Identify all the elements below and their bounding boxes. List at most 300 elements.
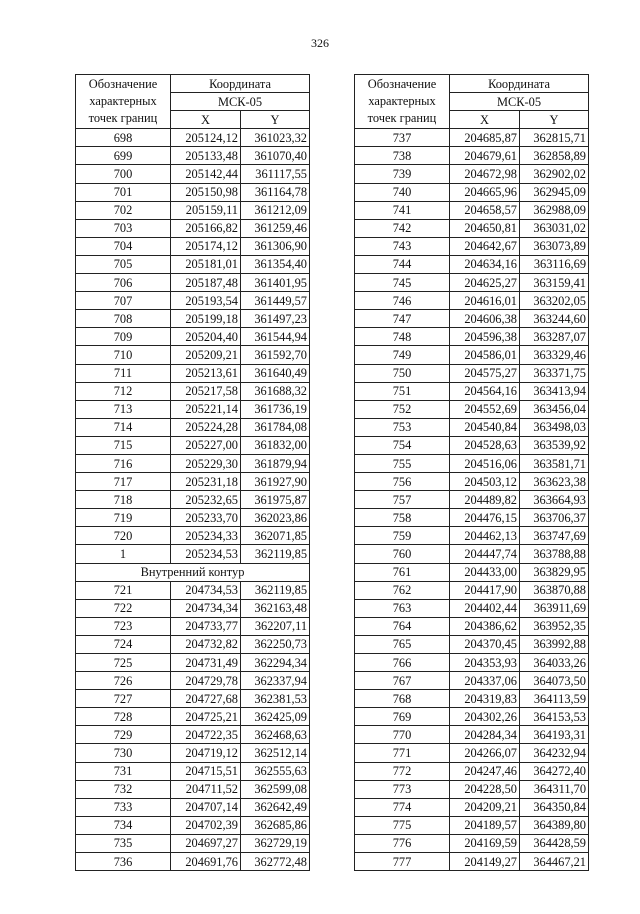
y-value: 362512,14 — [241, 744, 310, 762]
y-value: 363244,60 — [520, 310, 589, 328]
point-number: 717 — [76, 473, 171, 491]
x-value: 205199,18 — [171, 310, 241, 328]
x-value: 204715,51 — [171, 762, 241, 780]
y-value: 362207,11 — [241, 617, 310, 635]
y-value: 361449,57 — [241, 292, 310, 310]
inner-contour-heading: Внутренний контур — [76, 563, 310, 581]
x-value: 204685,87 — [450, 129, 520, 147]
table-row — [355, 762, 589, 780]
table-row — [76, 237, 310, 255]
point-number: 699 — [76, 147, 171, 165]
table-row — [355, 635, 589, 653]
x-value: 204266,07 — [450, 744, 520, 762]
x-value: 204284,34 — [450, 726, 520, 744]
y-value: 362772,48 — [241, 853, 310, 871]
table-row — [76, 491, 310, 509]
table-row — [355, 726, 589, 744]
table-row — [76, 509, 310, 527]
table-row — [355, 454, 589, 472]
y-value: 363747,69 — [520, 527, 589, 545]
point-number: 764 — [355, 617, 450, 635]
y-value: 362163,48 — [241, 599, 310, 617]
y-value: 363952,35 — [520, 617, 589, 635]
table-row — [355, 599, 589, 617]
x-value: 204719,12 — [171, 744, 241, 762]
point-number: 741 — [355, 201, 450, 219]
x-value: 204634,16 — [450, 255, 520, 273]
y-header: Y — [520, 111, 589, 129]
x-value: 204722,35 — [171, 726, 241, 744]
y-value: 363829,95 — [520, 563, 589, 581]
x-value: 204727,68 — [171, 690, 241, 708]
table-row — [76, 635, 310, 653]
y-value: 364113,59 — [520, 690, 589, 708]
point-number: 752 — [355, 400, 450, 418]
y-value: 363498,03 — [520, 418, 589, 436]
y-value: 363413,94 — [520, 382, 589, 400]
table-row — [76, 436, 310, 454]
y-value: 363031,02 — [520, 219, 589, 237]
table-row — [355, 310, 589, 328]
x-value: 204707,14 — [171, 798, 241, 816]
point-number: 720 — [76, 527, 171, 545]
x-value: 204586,01 — [450, 346, 520, 364]
y-value: 361306,90 — [241, 237, 310, 255]
y-value: 361117,55 — [241, 165, 310, 183]
table-row — [355, 400, 589, 418]
designation-header: Обозначение характерных точек границ — [76, 75, 171, 129]
x-value: 205209,21 — [171, 346, 241, 364]
y-value: 361640,49 — [241, 364, 310, 382]
y-value: 362945,09 — [520, 183, 589, 201]
table-row — [76, 581, 310, 599]
point-number: 733 — [76, 798, 171, 816]
y-value: 363623,38 — [520, 473, 589, 491]
table-row — [355, 563, 589, 581]
table-row — [355, 255, 589, 273]
x-value: 204447,74 — [450, 545, 520, 563]
table-row — [76, 780, 310, 798]
y-value: 364193,31 — [520, 726, 589, 744]
y-value: 361975,87 — [241, 491, 310, 509]
x-value: 204302,26 — [450, 708, 520, 726]
x-value: 204462,13 — [450, 527, 520, 545]
point-number: 763 — [355, 599, 450, 617]
table-row — [76, 346, 310, 364]
table-row — [355, 581, 589, 599]
point-number: 777 — [355, 853, 450, 871]
y-value: 361164,78 — [241, 183, 310, 201]
y-value: 363911,69 — [520, 599, 589, 617]
x-value: 204476,15 — [450, 509, 520, 527]
table-row — [76, 201, 310, 219]
table-row — [355, 274, 589, 292]
table-row — [355, 237, 589, 255]
point-number: 739 — [355, 165, 450, 183]
point-number: 712 — [76, 382, 171, 400]
x-value: 204731,49 — [171, 654, 241, 672]
point-number: 746 — [355, 292, 450, 310]
point-number: 776 — [355, 834, 450, 852]
point-number: 706 — [76, 274, 171, 292]
y-value: 362685,86 — [241, 816, 310, 834]
table-row — [76, 418, 310, 436]
y-value: 361879,94 — [241, 454, 310, 472]
point-number: 730 — [76, 744, 171, 762]
table-row — [76, 219, 310, 237]
y-value: 363159,41 — [520, 274, 589, 292]
x-value: 204540,84 — [450, 418, 520, 436]
y-value: 362425,09 — [241, 708, 310, 726]
y-value: 363992,88 — [520, 635, 589, 653]
y-value: 361544,94 — [241, 328, 310, 346]
point-number: 769 — [355, 708, 450, 726]
table-row — [355, 201, 589, 219]
point-number: 744 — [355, 255, 450, 273]
x-value: 204337,06 — [450, 672, 520, 690]
x-value: 205232,65 — [171, 491, 241, 509]
table-row — [355, 780, 589, 798]
x-value: 204725,21 — [171, 708, 241, 726]
y-value: 362294,34 — [241, 654, 310, 672]
table-row — [355, 617, 589, 635]
point-number: 754 — [355, 436, 450, 454]
table-row — [355, 382, 589, 400]
x-value: 205221,14 — [171, 400, 241, 418]
table-row — [355, 744, 589, 762]
point-number: 713 — [76, 400, 171, 418]
table-row — [355, 328, 589, 346]
coordinates-table-left — [75, 74, 310, 871]
coordinates-table-right — [354, 74, 589, 871]
y-value: 361354,40 — [241, 255, 310, 273]
x-value: 205229,30 — [171, 454, 241, 472]
x-value: 204697,27 — [171, 834, 241, 852]
x-value: 204516,06 — [450, 454, 520, 472]
coordinate-header: Координата — [450, 75, 589, 93]
point-number: 721 — [76, 581, 171, 599]
x-value: 204729,78 — [171, 672, 241, 690]
left-outer-rows — [76, 129, 310, 563]
table-row — [76, 274, 310, 292]
y-value: 363073,89 — [520, 237, 589, 255]
x-value: 205234,33 — [171, 527, 241, 545]
x-value: 204734,34 — [171, 599, 241, 617]
y-value: 361023,32 — [241, 129, 310, 147]
table-row — [355, 473, 589, 491]
y-value: 361070,40 — [241, 147, 310, 165]
table-row — [76, 726, 310, 744]
y-value: 362815,71 — [520, 129, 589, 147]
point-number: 772 — [355, 762, 450, 780]
y-value: 362250,73 — [241, 635, 310, 653]
table-row — [76, 328, 310, 346]
table-row — [76, 400, 310, 418]
point-number: 709 — [76, 328, 171, 346]
table-row — [355, 527, 589, 545]
x-value: 204734,53 — [171, 581, 241, 599]
inner-contour-section — [76, 563, 310, 581]
x-value: 204625,27 — [450, 274, 520, 292]
x-value: 204616,01 — [450, 292, 520, 310]
y-value: 361927,90 — [241, 473, 310, 491]
point-number: 767 — [355, 672, 450, 690]
coordinate-system-header: МСК-05 — [450, 93, 589, 111]
point-number: 737 — [355, 129, 450, 147]
x-value: 204228,50 — [450, 780, 520, 798]
point-number: 757 — [355, 491, 450, 509]
x-value: 205234,53 — [171, 545, 241, 563]
table-row — [76, 816, 310, 834]
x-value: 204658,57 — [450, 201, 520, 219]
x-value: 205174,12 — [171, 237, 241, 255]
table-row — [76, 292, 310, 310]
page-number: 326 — [311, 36, 329, 50]
table-row — [355, 509, 589, 527]
x-value: 204433,00 — [450, 563, 520, 581]
point-number: 715 — [76, 436, 171, 454]
y-value: 362468,63 — [241, 726, 310, 744]
y-value: 362642,49 — [241, 798, 310, 816]
x-value: 204503,12 — [450, 473, 520, 491]
point-number: 729 — [76, 726, 171, 744]
point-number: 755 — [355, 454, 450, 472]
y-value: 363456,04 — [520, 400, 589, 418]
y-value: 361592,70 — [241, 346, 310, 364]
point-number: 766 — [355, 654, 450, 672]
point-number: 731 — [76, 762, 171, 780]
x-value: 204702,39 — [171, 816, 241, 834]
x-value: 205124,12 — [171, 129, 241, 147]
table-row — [76, 798, 310, 816]
point-number: 719 — [76, 509, 171, 527]
point-number: 728 — [76, 708, 171, 726]
point-number: 702 — [76, 201, 171, 219]
x-value: 204189,57 — [450, 816, 520, 834]
point-number: 770 — [355, 726, 450, 744]
table-row — [76, 473, 310, 491]
point-number: 747 — [355, 310, 450, 328]
table-row — [355, 129, 589, 147]
point-number: 765 — [355, 635, 450, 653]
x-value: 205133,48 — [171, 147, 241, 165]
x-header: X — [450, 111, 520, 129]
point-number: 740 — [355, 183, 450, 201]
x-value: 205231,18 — [171, 473, 241, 491]
x-value: 204679,61 — [450, 147, 520, 165]
point-number: 736 — [76, 853, 171, 871]
y-value: 361259,46 — [241, 219, 310, 237]
x-value: 204732,82 — [171, 635, 241, 653]
x-value: 205217,58 — [171, 382, 241, 400]
point-number: 749 — [355, 346, 450, 364]
y-value: 364350,84 — [520, 798, 589, 816]
table-row — [355, 834, 589, 852]
x-value: 204353,93 — [450, 654, 520, 672]
x-value: 204402,44 — [450, 599, 520, 617]
table-row — [76, 545, 310, 563]
x-value: 204672,98 — [450, 165, 520, 183]
y-value: 362902,02 — [520, 165, 589, 183]
point-number: 742 — [355, 219, 450, 237]
table-row — [76, 690, 310, 708]
point-number: 724 — [76, 635, 171, 653]
point-number: 714 — [76, 418, 171, 436]
point-number: 762 — [355, 581, 450, 599]
x-value: 204247,46 — [450, 762, 520, 780]
y-value: 362337,94 — [241, 672, 310, 690]
point-number: 705 — [76, 255, 171, 273]
point-number: 734 — [76, 816, 171, 834]
point-number: 743 — [355, 237, 450, 255]
x-value: 204596,38 — [450, 328, 520, 346]
y-value: 362555,63 — [241, 762, 310, 780]
point-number: 704 — [76, 237, 171, 255]
x-value: 205224,28 — [171, 418, 241, 436]
y-value: 363371,75 — [520, 364, 589, 382]
table-row — [355, 183, 589, 201]
table-row — [355, 147, 589, 165]
table-row — [76, 654, 310, 672]
y-value: 363287,07 — [520, 328, 589, 346]
y-value: 361832,00 — [241, 436, 310, 454]
x-value: 204733,77 — [171, 617, 241, 635]
subheading-row — [76, 563, 310, 581]
point-number: 698 — [76, 129, 171, 147]
table-row — [76, 147, 310, 165]
y-value: 363539,92 — [520, 436, 589, 454]
y-value: 363116,69 — [520, 255, 589, 273]
point-number: 748 — [355, 328, 450, 346]
table-row — [76, 672, 310, 690]
point-number: 774 — [355, 798, 450, 816]
x-value: 205204,40 — [171, 328, 241, 346]
y-value: 361212,09 — [241, 201, 310, 219]
y-value: 364033,26 — [520, 654, 589, 672]
point-number: 773 — [355, 780, 450, 798]
point-number: 759 — [355, 527, 450, 545]
x-value: 205227,00 — [171, 436, 241, 454]
point-number: 732 — [76, 780, 171, 798]
point-number: 718 — [76, 491, 171, 509]
y-value: 362599,08 — [241, 780, 310, 798]
point-number: 745 — [355, 274, 450, 292]
x-value: 204564,16 — [450, 382, 520, 400]
y-value: 363706,37 — [520, 509, 589, 527]
y-value: 362729,19 — [241, 834, 310, 852]
x-value: 204209,21 — [450, 798, 520, 816]
point-number: 771 — [355, 744, 450, 762]
x-value: 204552,69 — [450, 400, 520, 418]
table-row — [355, 364, 589, 382]
point-number: 723 — [76, 617, 171, 635]
y-value: 364428,59 — [520, 834, 589, 852]
designation-header: Обозначение характерных точек границ — [355, 75, 450, 129]
table-row — [76, 834, 310, 852]
x-value: 205213,61 — [171, 364, 241, 382]
table-row — [355, 816, 589, 834]
y-value: 364311,70 — [520, 780, 589, 798]
y-header: Y — [241, 111, 310, 129]
point-number: 756 — [355, 473, 450, 491]
table-row — [76, 310, 310, 328]
y-value: 364232,94 — [520, 744, 589, 762]
x-value: 204665,96 — [450, 183, 520, 201]
table-row — [76, 599, 310, 617]
y-value: 364389,80 — [520, 816, 589, 834]
point-number: 710 — [76, 346, 171, 364]
coordinate-header: Координата — [171, 75, 310, 93]
point-number: 727 — [76, 690, 171, 708]
x-value: 205142,44 — [171, 165, 241, 183]
table-row — [76, 129, 310, 147]
x-value: 205233,70 — [171, 509, 241, 527]
x-value: 204642,67 — [450, 237, 520, 255]
point-number: 725 — [76, 654, 171, 672]
y-value: 364153,53 — [520, 708, 589, 726]
point-number: 707 — [76, 292, 171, 310]
y-value: 362071,85 — [241, 527, 310, 545]
y-value: 362023,86 — [241, 509, 310, 527]
point-number: 726 — [76, 672, 171, 690]
point-number: 751 — [355, 382, 450, 400]
point-number: 708 — [76, 310, 171, 328]
table-row — [355, 292, 589, 310]
x-value: 204169,59 — [450, 834, 520, 852]
table-row — [76, 708, 310, 726]
table-row — [355, 346, 589, 364]
table-row — [76, 382, 310, 400]
table-row — [76, 364, 310, 382]
table-row — [76, 255, 310, 273]
y-value: 364272,40 — [520, 762, 589, 780]
x-value: 204319,83 — [450, 690, 520, 708]
table-row — [355, 436, 589, 454]
y-value: 363870,88 — [520, 581, 589, 599]
table-row — [355, 219, 589, 237]
x-value: 204386,62 — [450, 617, 520, 635]
point-number: 716 — [76, 454, 171, 472]
x-value: 204691,76 — [171, 853, 241, 871]
y-value: 363329,46 — [520, 346, 589, 364]
right-rows — [355, 129, 589, 871]
table-row — [355, 690, 589, 708]
point-number: 701 — [76, 183, 171, 201]
point-number: 700 — [76, 165, 171, 183]
y-value: 361736,19 — [241, 400, 310, 418]
x-value: 204417,90 — [450, 581, 520, 599]
y-value: 361784,08 — [241, 418, 310, 436]
point-number: 758 — [355, 509, 450, 527]
point-number: 768 — [355, 690, 450, 708]
x-value: 205181,01 — [171, 255, 241, 273]
point-number: 735 — [76, 834, 171, 852]
y-value: 362119,85 — [241, 545, 310, 563]
x-value: 205166,82 — [171, 219, 241, 237]
point-number: 1 — [76, 545, 171, 563]
x-value: 204606,38 — [450, 310, 520, 328]
table-row — [355, 491, 589, 509]
x-value: 204711,52 — [171, 780, 241, 798]
y-value: 361688,32 — [241, 382, 310, 400]
point-number: 722 — [76, 599, 171, 617]
point-number: 753 — [355, 418, 450, 436]
y-value: 362119,85 — [241, 581, 310, 599]
point-number: 761 — [355, 563, 450, 581]
x-value: 204650,81 — [450, 219, 520, 237]
left-inner-rows — [76, 581, 310, 871]
y-value: 361401,95 — [241, 274, 310, 292]
